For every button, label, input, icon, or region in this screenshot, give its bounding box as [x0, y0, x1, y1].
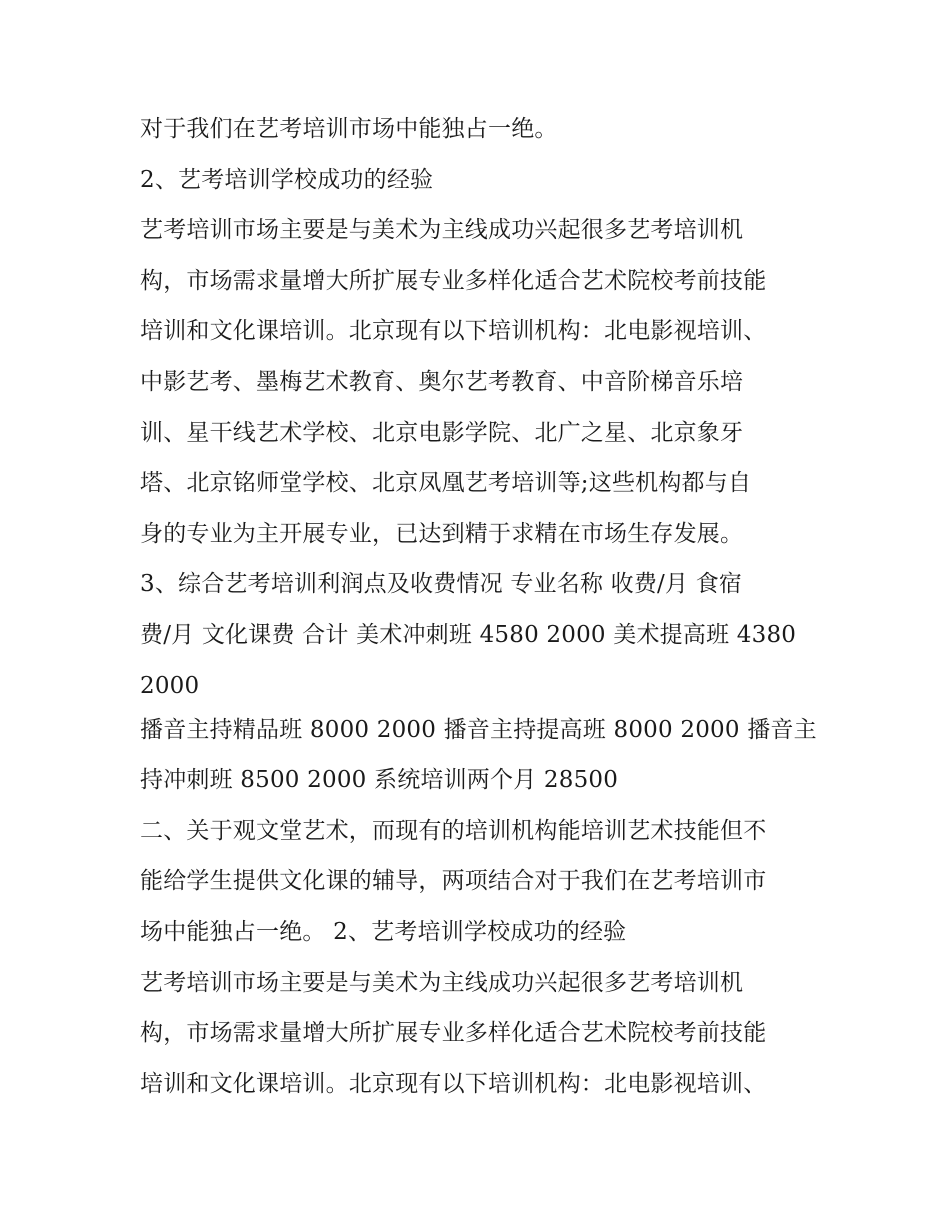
text-line: 训、星干线艺术学校、北京电影学院、北广之星、北京象牙 [140, 419, 744, 446]
text-line: 2000 [140, 672, 200, 699]
text-line: 培训和文化课培训。北京现有以下培训机构：北电影视培训、 [140, 318, 767, 345]
text-line: 能给学生提供文化课的辅导，两项结合对于我们在艺考培训市 [140, 868, 767, 895]
text-line: 构，市场需求量增大所扩展专业多样化适合艺术院校考前技能 [140, 267, 767, 294]
section-heading: 2、艺考培训学校成功的经验 [140, 166, 434, 193]
text-line: 塔、北京铭师堂学校、北京凤凰艺考培训等;这些机构都与自 [140, 470, 752, 497]
text-line: 身的专业为主开展专业，已达到精于求精在市场生存发展。 [140, 520, 744, 547]
text-line: 对于我们在艺考培训市场中能独占一绝。 [140, 116, 558, 142]
text-line: 播音主持精品班 8000 2000 播音主持提高班 8000 2000 播音主 [140, 716, 817, 743]
text-line: 艺考培训市场主要是与美术为主线成功兴起很多艺考培训机 [140, 969, 744, 996]
text-line: 中影艺考、墨梅艺术教育、奥尔艺考教育、中音阶梯音乐培 [140, 368, 744, 395]
text-line: 艺考培训市场主要是与美术为主线成功兴起很多艺考培训机 [140, 217, 744, 244]
section-heading: 3、综合艺考培训利润点及收费情况 专业名称 收费/月 食宿 [140, 571, 743, 598]
document-body [140, 109, 820, 1114]
section-heading: 二、关于观文堂艺术，而现有的培训机构能培训艺术技能但不 [140, 817, 767, 844]
text-line: 培训和文化课培训。北京现有以下培训机构：北电影视培训、 [140, 1070, 767, 1097]
text-line: 持冲刺班 8500 2000 系统培训两个月 28500 [140, 767, 619, 794]
text-line: 场中能独占一绝。 2、艺考培训学校成功的经验 [140, 918, 627, 945]
text-line: 费/月 文化课费 合计 美术冲刺班 4580 2000 美术提高班 4380 [140, 621, 797, 648]
text-line: 构，市场需求量增大所扩展专业多样化适合艺术院校考前技能 [140, 1020, 767, 1047]
